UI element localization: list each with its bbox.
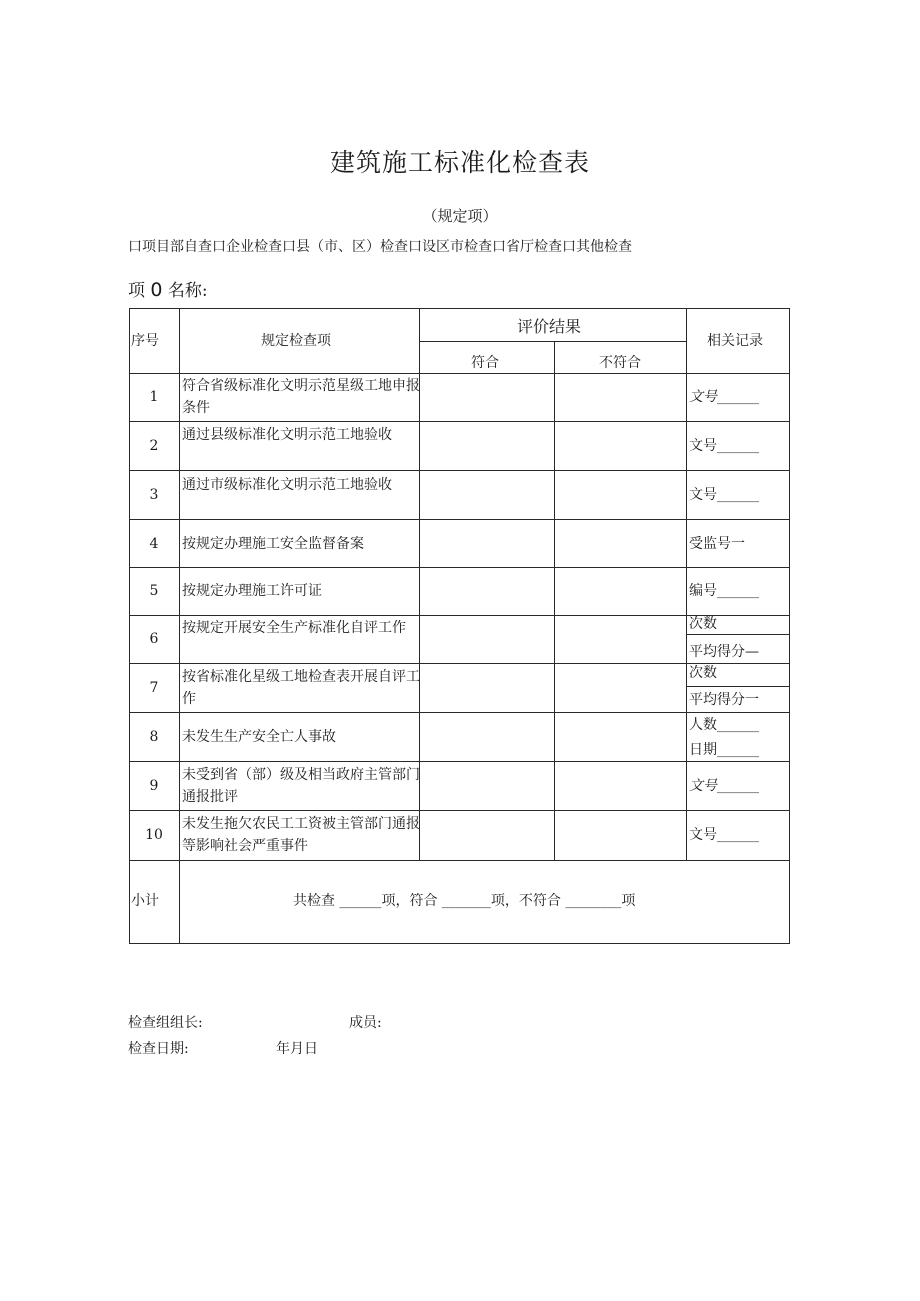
row-line — [129, 860, 790, 861]
header-item: 规定检查项 — [261, 333, 331, 349]
row-line — [129, 810, 790, 811]
header-fail: 不符合 — [599, 355, 641, 371]
row-line — [129, 712, 790, 713]
table-border-top — [129, 308, 790, 309]
row-number: 3 — [149, 487, 159, 503]
row-record-date: 日期______ — [689, 742, 759, 758]
col-sep-seq — [179, 308, 180, 944]
table-border-bottom — [129, 943, 790, 944]
inspection-scope-options: 口项目部自查口企业检查口县（市、区）检查口设区市检查口省厅检查口其他检查 — [128, 239, 632, 255]
row-item: 符合省级标准化文明示范星级工地申报条件 — [182, 378, 420, 416]
row-number: 1 — [149, 389, 159, 405]
row-record: 受监号一 — [689, 536, 745, 552]
leader-label: 检查组组长: — [128, 1015, 203, 1031]
row-item: 未受到省（部）级及相当政府主管部门通报批评 — [182, 767, 420, 805]
row-item: 按规定办理施工安全监督备案 — [182, 536, 364, 552]
page-title: 建筑施工标准化检查表 — [329, 148, 590, 177]
header-pass: 符合 — [471, 355, 499, 371]
row-record-people: 人数______ — [689, 717, 759, 733]
col-sep-fail — [686, 308, 687, 860]
row-record-count: 次数 — [689, 665, 717, 681]
row-number: 6 — [149, 631, 159, 647]
row-record: 文号______ — [689, 778, 759, 794]
row-item: 未发生生产安全亡人事故 — [182, 729, 336, 745]
header-result: 评价结果 — [517, 317, 582, 336]
row-number: 8 — [149, 729, 159, 745]
inspection-table — [129, 308, 790, 944]
row-item: 通过县级标准化文明示范工地验收 — [182, 427, 392, 443]
subtotal-label: 小计 — [131, 893, 159, 909]
row-number: 2 — [149, 438, 159, 454]
row-number: 4 — [149, 536, 159, 552]
row-line — [129, 567, 790, 568]
header-sub-line — [419, 341, 686, 342]
row-record: 编号______ — [689, 583, 759, 599]
date-label: 检查日期: — [128, 1041, 189, 1057]
row-line — [129, 421, 790, 422]
row-item: 未发生拖欠农民工工资被主管部门通报等影响社会严重事件 — [182, 816, 420, 854]
table-border-right — [789, 308, 790, 944]
row-item: 通过市级标准化文明示范工地验收 — [182, 477, 392, 493]
row-record: 文号______ — [689, 487, 759, 503]
record-split-line — [686, 686, 790, 687]
row-item: 按规定开展安全生产标准化自评工作 — [182, 620, 406, 636]
project-prefix: 项 — [128, 281, 145, 301]
project-suffix: 名称: — [167, 281, 208, 301]
project-name-label — [128, 276, 208, 301]
header-record: 相关记录 — [707, 333, 763, 349]
row-line — [129, 470, 790, 471]
members-label: 成员: — [349, 1015, 382, 1031]
row-number: 7 — [149, 680, 159, 696]
row-line — [129, 761, 790, 762]
date-value: 年月日 — [276, 1041, 318, 1057]
row-number: 9 — [149, 778, 159, 794]
row-record: 文号______ — [689, 389, 759, 405]
row-record: 文号______ — [689, 438, 759, 454]
project-zero: 0 — [150, 279, 163, 301]
header-seq: 序号 — [131, 333, 159, 349]
header-bottom-line — [129, 373, 790, 374]
row-item: 按省标准化星级工地检查表开展自评工作 — [182, 669, 420, 707]
page-subtitle: （规定项） — [422, 207, 498, 225]
row-record-average: 平均得分一 — [689, 692, 759, 708]
row-record-count: 次数 — [689, 616, 717, 632]
row-item: 按规定办理施工许可证 — [182, 583, 322, 599]
row-record: 文号______ — [689, 827, 759, 843]
col-sep-pass — [554, 341, 555, 860]
row-number: 5 — [149, 583, 159, 599]
subtotal-text: 共检查 ______项，符合 _______项，不符合 ________项 — [293, 893, 636, 909]
row-number: 10 — [145, 827, 163, 843]
row-line — [129, 519, 790, 520]
row-record-average: 平均得分— — [689, 644, 759, 660]
